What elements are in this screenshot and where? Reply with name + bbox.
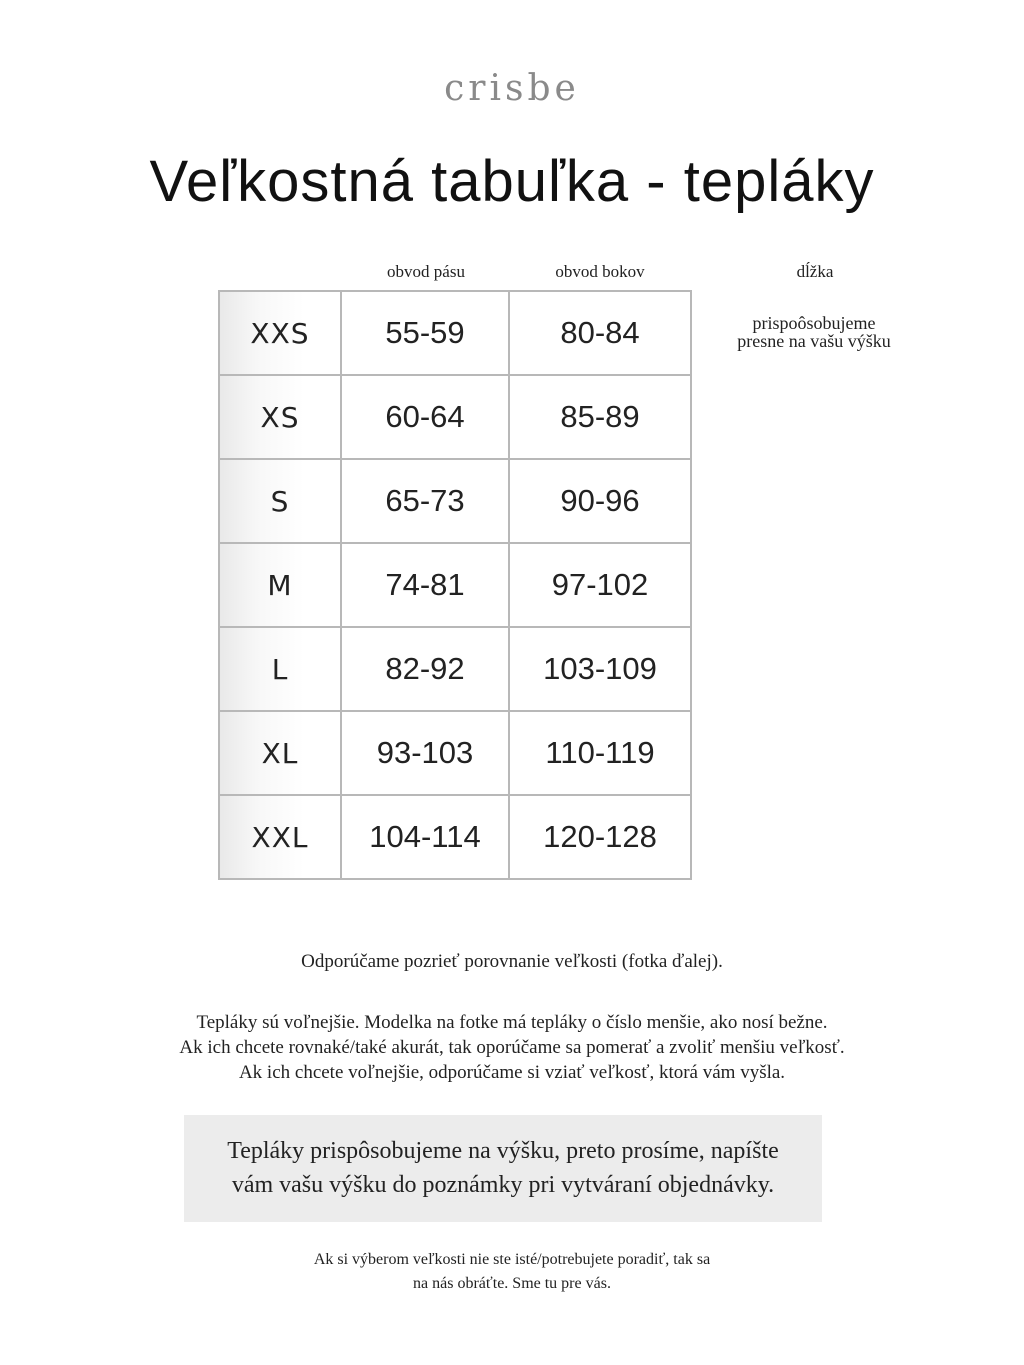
- highlight-line: Tepláky prispôsobujeme na výšku, preto prosíme, napíšte: [227, 1138, 779, 1164]
- size-cell: XXS: [219, 291, 341, 375]
- paragraph-line: Tepláky sú voľnejšie. Modelka na fotke má tepláky o číslo menšie, ako nosí bežne.: [196, 1012, 828, 1033]
- size-cell: M: [219, 543, 341, 627]
- table-row: [219, 627, 691, 711]
- waist-cell: 93-103: [341, 711, 509, 795]
- brand-logo: crisbe: [444, 68, 580, 109]
- waist-cell: 74-81: [341, 543, 509, 627]
- size-cell: XS: [219, 375, 341, 459]
- size-cell: XXL: [219, 795, 341, 879]
- column-header-waist: obvod pásu: [387, 262, 465, 281]
- hips-cell: 85-89: [509, 375, 691, 459]
- waist-cell: 82-92: [341, 627, 509, 711]
- waist-cell: 55-59: [341, 291, 509, 375]
- waist-cell: 60-64: [341, 375, 509, 459]
- table-row: [219, 711, 691, 795]
- hips-cell: 110-119: [509, 711, 691, 795]
- table-row: [219, 543, 691, 627]
- footer-line: na nás obráťte. Sme tu pre vás.: [413, 1275, 611, 1292]
- column-header-length: dĺžka: [796, 262, 834, 281]
- hips-cell: 120-128: [509, 795, 691, 879]
- highlight-text: [184, 1134, 822, 1202]
- column-header-hips: obvod bokov: [555, 262, 645, 281]
- length-note: [712, 314, 916, 350]
- waist-cell: 65-73: [341, 459, 509, 543]
- highlight-line: vám vašu výšku do poznámky pri vytváraní objednávky.: [231, 1172, 775, 1198]
- size-table: [218, 290, 692, 880]
- hips-cell: 80-84: [509, 291, 691, 375]
- paragraph-line: Ak ich chcete rovnaké/také akurát, tak oporúčame sa pomerať a zvoliť menšiu veľkosť.: [179, 1037, 845, 1058]
- table-row: [219, 795, 691, 879]
- footer-line: Ak si výberom veľkosti nie ste isté/potrebujete poradiť, tak sa: [313, 1251, 711, 1268]
- hips-cell: 97-102: [509, 543, 691, 627]
- table-row: [219, 291, 691, 375]
- length-note-line: presne na vašu výšku: [737, 331, 891, 351]
- size-cell: L: [219, 627, 341, 711]
- fit-advice-paragraph: [0, 1010, 1024, 1085]
- table-row: [219, 459, 691, 543]
- table-row: [219, 375, 691, 459]
- size-cell: S: [219, 459, 341, 543]
- length-note-line: prispoôsobujeme: [752, 313, 876, 333]
- recommendation-note: Odporúčame pozrieť porovnanie veľkosti (fotka ďalej).: [301, 951, 723, 972]
- size-cell: XL: [219, 711, 341, 795]
- page-title: Veľkostná tabuľka - tepláky: [149, 149, 875, 214]
- hips-cell: 103-109: [509, 627, 691, 711]
- footer-note: [0, 1248, 1024, 1296]
- waist-cell: 104-114: [341, 795, 509, 879]
- paragraph-line: Ak ich chcete voľnejšie, odporúčame si vziať veľkosť, ktorá vám vyšla.: [238, 1062, 786, 1083]
- hips-cell: 90-96: [509, 459, 691, 543]
